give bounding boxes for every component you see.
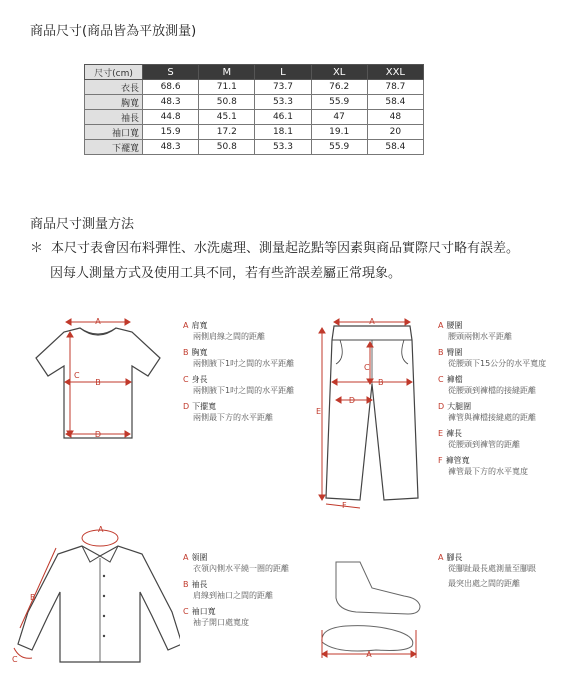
legend-letter: C [438,375,444,384]
table-cell: 58.4 [367,140,423,155]
table-cell: 68.6 [143,80,199,95]
pants-letter-f: F [342,501,347,510]
legend-name: 肩寬 [191,321,208,330]
row-label: 胸寬 [85,95,143,110]
foot-top-outline [322,626,413,651]
table-corner-label: 尺寸(cm) [85,65,143,80]
legend-name: 臀圍 [446,348,463,357]
table-row [85,110,424,125]
table-cell: 20 [367,125,423,140]
foot-legend [438,552,536,594]
legend-name: 褲長 [446,429,463,438]
legend-name: 褲管寬 [445,456,470,465]
table-row [85,95,424,110]
tshirt-letter-a: A [95,317,101,326]
table-cell: 47 [311,110,367,125]
legend-desc: 腰頭兩側水平距離 [448,332,512,341]
legend-desc: 袖子開口處寬度 [193,618,249,627]
legend-letter: D [438,402,445,411]
legend-desc: 從腰頭到褲管的距離 [448,440,520,449]
legend-name: 袖長 [191,580,208,589]
legend-desc: 從腰頭到褲檔的接縫距離 [448,386,536,395]
legend-letter: B [438,348,444,357]
legend-desc: 褲管最下方的水平寬度 [448,467,528,476]
legend-letter: E [438,429,444,438]
table-cell: 48 [367,110,423,125]
size-col-s: S [143,65,199,80]
legend-letter: C [183,375,189,384]
asterisk-icon: ＊ [30,241,44,256]
table-cell: 17.2 [199,125,255,140]
legend-desc: 兩側最下方的水平距離 [193,413,273,422]
legend-letter: D [183,402,190,411]
table-cell: 46.1 [255,110,311,125]
tshirt-letter-b: B [95,378,101,387]
row-label: 衣長 [85,80,143,95]
legend-desc-2: 最突出處之間的距離 [448,579,520,588]
table-cell: 55.9 [311,95,367,110]
shirt-letter-a: A [98,525,104,534]
legend-letter: C [183,607,189,616]
legend-desc: 兩側腋下1吋之間的水平距離 [193,386,295,395]
shirt-legend [183,552,289,633]
table-row [85,125,424,140]
legend-name: 胸寬 [191,348,208,357]
legend-letter: B [183,348,189,357]
legend-name: 腳長 [446,553,463,562]
legend-desc: 肩線到袖口之間的距離 [193,591,273,600]
table-row [85,80,424,95]
note-text-1: 本尺寸表會因布料彈性、水洗處理、測量起訖點等因素與商品實際尺寸略有誤差。 [51,241,520,256]
method-title: 商品尺寸測量方法 [30,217,135,232]
legend-letter: A [438,321,444,330]
size-col-xxl: XXL [367,65,423,80]
legend-desc: 從腰頭下15公分的水平寬度 [448,359,547,368]
legend-desc: 褲管與褲檔接縫處的距離 [448,413,536,422]
legend-name: 大腿圍 [447,402,472,411]
tshirt-legend [183,320,294,428]
row-label: 下襬寬 [85,140,143,155]
size-table [84,64,424,155]
foot-diagram [316,558,426,668]
legend-name: 袖口寬 [191,607,216,616]
pants-diagram [312,314,432,510]
pants-letter-d: D [348,396,356,405]
table-row [85,140,424,155]
pants-legend [438,320,546,482]
shirt-diagram [10,516,180,666]
legend-letter: A [183,553,189,562]
pants-letter-c: C [364,363,370,372]
size-col-m: M [199,65,255,80]
legend-name: 下擺寬 [192,402,217,411]
table-cell: 58.4 [367,95,423,110]
legend-letter: A [438,553,444,562]
table-cell: 71.1 [199,80,255,95]
legend-desc: 衣領內側水平繞一圈的距離 [193,564,289,573]
size-col-xl: XL [311,65,367,80]
table-cell: 73.7 [255,80,311,95]
table-cell: 15.9 [143,125,199,140]
table-cell: 78.7 [367,80,423,95]
shirt-outline [18,546,180,662]
tshirt-letter-d: D [94,430,102,439]
pants-letter-a: A [369,317,375,326]
table-cell: 76.2 [311,80,367,95]
legend-letter: A [183,321,189,330]
pants-letter-e: E [316,407,322,416]
page-title: 商品尺寸(商品皆為平放測量) [30,24,197,39]
table-cell: 48.3 [143,95,199,110]
legend-name: 褲檔 [446,375,463,384]
row-label: 袖口寬 [85,125,143,140]
size-col-l: L [255,65,311,80]
row-label: 袖長 [85,110,143,125]
table-cell: 53.3 [255,95,311,110]
foot-letter-a: A [366,650,372,659]
shirt-letter-c: C [12,655,18,664]
pants-letter-b: B [378,378,384,387]
legend-name: 領圍 [191,553,208,562]
table-cell: 48.3 [143,140,199,155]
shirt-letter-b: B [30,593,36,602]
foot-side-outline [336,562,420,614]
legend-name: 腰圍 [446,321,463,330]
tshirt-letter-c: C [74,371,80,380]
table-cell: 19.1 [311,125,367,140]
table-cell: 50.8 [199,95,255,110]
table-cell: 55.9 [311,140,367,155]
table-cell: 53.3 [255,140,311,155]
table-cell: 44.8 [143,110,199,125]
legend-letter: B [183,580,189,589]
tshirt-diagram [28,314,168,444]
legend-letter: F [438,456,443,465]
legend-name: 身長 [191,375,208,384]
note-line-1 [30,237,519,256]
legend-desc: 兩側肩線之間的距離 [193,332,265,341]
legend-desc: 兩側腋下1吋之間的水平距離 [193,359,295,368]
table-cell: 50.8 [199,140,255,155]
note-line-2: 因每人測量方式及使用工具不同，若有些許誤差屬正常現象。 [50,266,402,281]
table-cell: 45.1 [199,110,255,125]
size-table-header [85,65,424,80]
legend-desc: 從腳趾最長處測量至腳跟 [448,564,536,573]
table-cell: 18.1 [255,125,311,140]
